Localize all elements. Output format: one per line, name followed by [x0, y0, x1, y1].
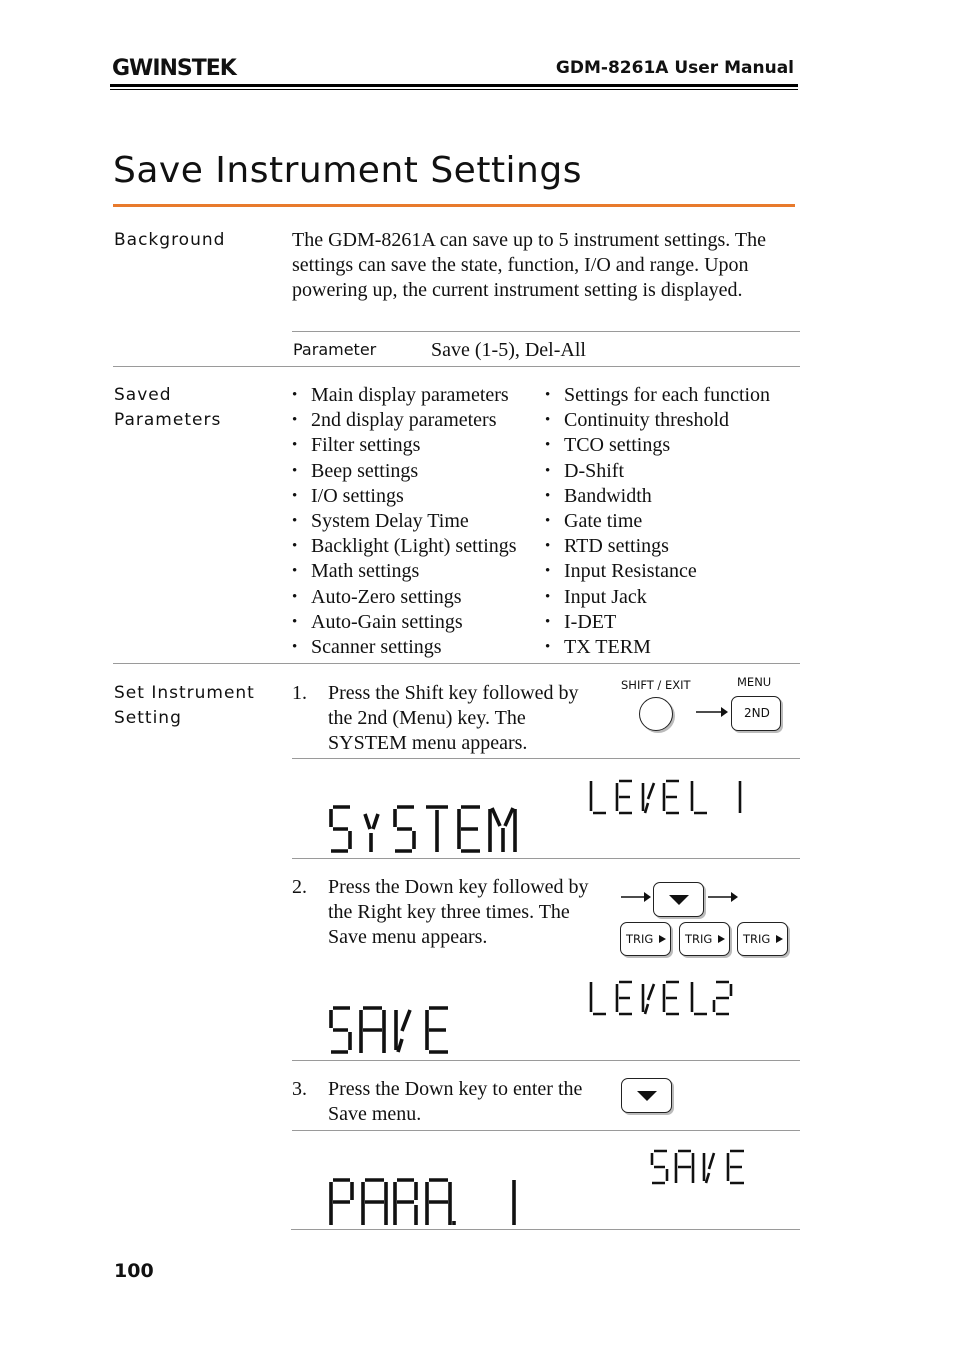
- step-1-text: [328, 681, 579, 756]
- arrow-right-icon: [707, 890, 739, 904]
- down-triangle-icon: [668, 894, 690, 906]
- step-line: Save menu.: [328, 1103, 422, 1125]
- step-3-text: [328, 1077, 582, 1127]
- manual-title: GDM-8261A User Manual: [555, 58, 794, 78]
- step-number: 3.: [292, 1078, 307, 1100]
- list-item: • I/O settings: [292, 484, 517, 509]
- lcd-glyph-y: [365, 814, 378, 852]
- divider: [113, 366, 800, 367]
- step-number: 1.: [292, 682, 307, 704]
- list-item: • Input Jack: [545, 585, 770, 610]
- step-line: the Right key three times. The: [328, 901, 570, 923]
- list-item: • Main display parameters: [292, 383, 517, 408]
- lcd-glyph-m: [490, 808, 515, 852]
- lcd-glyph-e: [664, 982, 679, 1014]
- lcd-glyph-v: [643, 783, 654, 813]
- trig-key-label: TRIG: [743, 932, 771, 946]
- lcd-glyph-p: [331, 1180, 352, 1225]
- lcd-glyph-s: [331, 1008, 350, 1052]
- step-2-text: [328, 875, 589, 950]
- down-key[interactable]: [621, 1078, 672, 1113]
- shift-key[interactable]: [639, 697, 673, 731]
- lcd-glyph-a: [361, 1008, 384, 1053]
- lcd-main-system: [328, 804, 523, 854]
- saved-parameters-list-left: [292, 383, 517, 660]
- lcd-main-save: [328, 1005, 453, 1055]
- right-triangle-icon: [775, 934, 784, 944]
- trig-key-label: TRIG: [685, 932, 713, 946]
- lcd-secondary-save: [650, 1149, 750, 1185]
- step-line: SYSTEM menu appears.: [328, 732, 528, 754]
- section-label-set-instrument: [114, 681, 255, 731]
- shift-exit-label: SHIFT / EXIT: [621, 678, 691, 692]
- lcd-glyph-e: [664, 781, 679, 813]
- list-item: • Scanner settings: [292, 635, 517, 660]
- lcd-glyph-l: [591, 982, 606, 1014]
- lcd-glyph-l: [692, 982, 707, 1014]
- lcd-glyph-t: [426, 807, 448, 852]
- label-line: Parameters: [114, 410, 222, 430]
- section-label-saved-parameters: [114, 383, 221, 433]
- header-rule: [110, 84, 798, 87]
- lcd-glyph-a: [427, 1180, 450, 1225]
- parameter-value: Save (1-5), Del-All: [431, 339, 586, 361]
- list-item: • Settings for each function: [545, 383, 770, 408]
- lcd-glyph-s: [395, 807, 414, 851]
- lcd-glyph-v: [643, 984, 654, 1014]
- lcd-glyph-e: [617, 982, 632, 1014]
- lcd-glyph-e: [459, 807, 480, 851]
- right-triangle-icon: [658, 934, 667, 944]
- header-rule-thin: [110, 89, 798, 90]
- list-item: • System Delay Time: [292, 509, 517, 534]
- list-item: • Input Resistance: [545, 559, 770, 584]
- section-label-background: Background: [114, 230, 226, 250]
- saved-parameters-list-right: [545, 383, 770, 660]
- list-item: • Math settings: [292, 559, 517, 584]
- arrow-right-icon: [620, 890, 652, 904]
- trig-key-1[interactable]: [620, 922, 671, 956]
- parameter-label: Parameter: [293, 340, 377, 359]
- step-line: the 2nd (Menu) key. The: [328, 707, 526, 729]
- lcd-main-para-1: [328, 1177, 528, 1227]
- page-number: 100: [114, 1260, 154, 1282]
- step-line: Save menu appears.: [328, 926, 488, 948]
- lcd-secondary-level-2: [588, 980, 748, 1016]
- lcd-glyph-r: [395, 1180, 416, 1225]
- divider: [292, 1130, 800, 1131]
- lcd-glyph-e: [617, 781, 632, 813]
- list-item: • Continuity threshold: [545, 408, 770, 433]
- step-line: Press the Down key to enter the: [328, 1078, 583, 1100]
- step-line: Press the Down key followed by: [328, 876, 589, 898]
- down-triangle-icon: [636, 1090, 658, 1102]
- divider: [291, 1229, 800, 1230]
- divider: [292, 758, 800, 759]
- lcd-glyph-l: [591, 781, 606, 813]
- list-item: • Backlight (Light) settings: [292, 534, 517, 559]
- list-item: • Beep settings: [292, 459, 517, 484]
- step-number: 2.: [292, 876, 307, 898]
- lcd-glyph-v: [704, 1153, 714, 1183]
- list-item: • Auto-Zero settings: [292, 585, 517, 610]
- lcd-glyph-s: [331, 807, 350, 851]
- lcd-glyph-v: [396, 1010, 410, 1052]
- list-item: • TCO settings: [545, 433, 770, 458]
- trig-key-2[interactable]: [679, 922, 730, 956]
- title-rule: [113, 204, 795, 207]
- list-item: • Bandwidth: [545, 484, 770, 509]
- divider: [292, 331, 800, 332]
- lcd-glyph-2: [714, 982, 731, 1014]
- step-line: Press the Shift key followed by: [328, 682, 579, 704]
- label-line: Setting: [114, 708, 182, 728]
- list-item: • TX TERM: [545, 635, 770, 660]
- page-title: Save Instrument Settings: [113, 150, 582, 191]
- background-text: The GDM-8261A can save up to 5 instrument settings. The settings can save the state, function, I/O and range. Upon powering up, the current instrument setting is displayed.: [292, 229, 767, 301]
- lcd-glyph-a: [676, 1151, 693, 1183]
- list-item: • Gate time: [545, 509, 770, 534]
- list-item: • Filter settings: [292, 433, 517, 458]
- lcd-secondary-level-1: [588, 779, 748, 815]
- label-line: Set Instrument: [114, 683, 255, 703]
- divider: [292, 1060, 800, 1061]
- 2nd-key[interactable]: [731, 696, 781, 731]
- list-item: • Auto-Gain settings: [292, 610, 517, 635]
- divider: [292, 858, 800, 859]
- lcd-glyph-e: [728, 1151, 744, 1183]
- lcd-glyph-l: [692, 781, 707, 813]
- label-line: Saved: [114, 385, 172, 405]
- list-item: • D-Shift: [545, 459, 770, 484]
- menu-label: MENU: [737, 675, 772, 689]
- list-item: • 2nd display parameters: [292, 408, 517, 433]
- divider: [113, 663, 800, 664]
- list-item: • I-DET: [545, 610, 770, 635]
- right-triangle-icon: [717, 934, 726, 944]
- 2nd-key-label: 2ND: [744, 706, 770, 720]
- down-key[interactable]: [653, 882, 704, 917]
- trig-key-label: TRIG: [626, 932, 654, 946]
- brand-logo: GWINSTEK: [112, 56, 236, 81]
- list-item: • RTD settings: [545, 534, 770, 559]
- lcd-glyph-e: [427, 1008, 448, 1052]
- arrow-right-icon: [695, 705, 729, 719]
- lcd-glyph-s: [652, 1151, 667, 1183]
- trig-key-3[interactable]: [737, 922, 788, 956]
- lcd-glyph-a: [363, 1180, 386, 1225]
